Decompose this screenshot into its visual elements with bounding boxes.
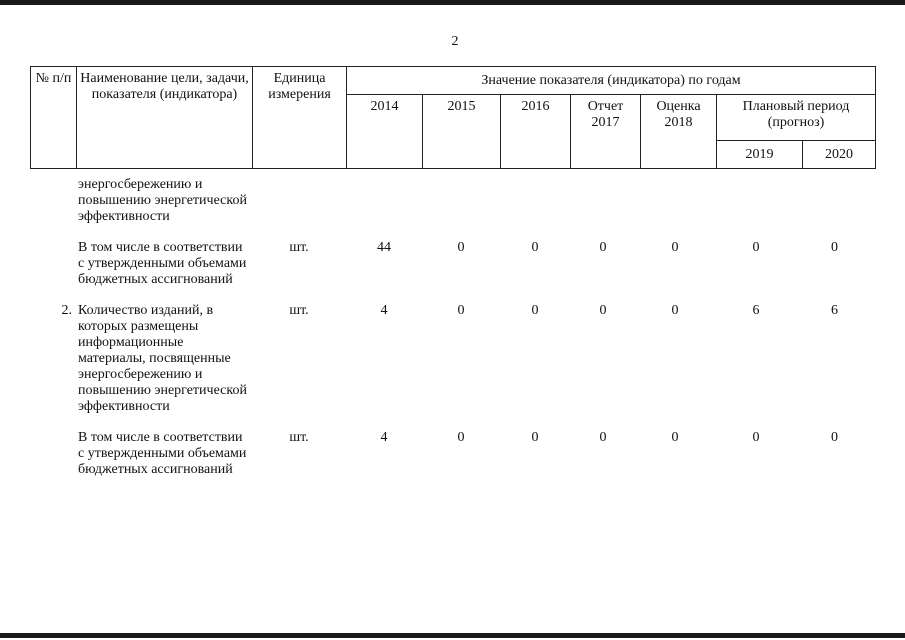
value-2018: 0	[671, 240, 679, 255]
value-2014: 4	[380, 303, 388, 318]
row-name: Количество изданий, в которых размещены информационные материалы, посвященные энергосбережению и повышению энергетической эффективности	[78, 303, 247, 414]
header-unit: Единица измерения	[253, 67, 347, 169]
table-body	[30, 177, 876, 493]
row-name: энергосбережению и повышению энергетической эффективности	[78, 177, 247, 224]
header-plan-period: Плановый период (прогноз)	[717, 95, 876, 141]
header-2020: 2020	[803, 141, 876, 169]
value-2017: 0	[599, 430, 607, 445]
value-2019	[714, 177, 798, 225]
table-header	[30, 66, 876, 169]
value-2016: 0	[531, 303, 539, 318]
header-values-group: Значение показателя (индикатора) по годам	[347, 67, 876, 95]
value-2017: 0	[599, 240, 607, 255]
value-2019: 0	[752, 430, 760, 445]
row-name: В том числе в соответствии с утвержденными объемами бюджетных ассигнований	[78, 430, 247, 477]
value-2015: 0	[457, 430, 465, 445]
value-2016: 0	[531, 240, 539, 255]
value-2018: 0	[671, 303, 679, 318]
value-2015	[422, 177, 500, 225]
value-2020	[798, 177, 871, 225]
row-unit: шт.	[289, 430, 309, 445]
page-number: 2	[451, 34, 459, 49]
value-2015: 0	[457, 303, 465, 318]
header-2015: 2015	[423, 95, 501, 169]
value-2018: 0	[671, 430, 679, 445]
value-2018	[636, 177, 714, 225]
table-row	[30, 240, 876, 288]
header-estimate-2018: Оценка 2018	[641, 95, 717, 169]
row-unit: шт.	[289, 303, 309, 318]
value-2014	[346, 177, 422, 225]
row-number: 2.	[61, 303, 72, 318]
row-unit	[252, 177, 346, 225]
value-2020: 0	[831, 430, 838, 445]
table-row	[30, 430, 876, 478]
value-2014: 44	[377, 240, 391, 255]
header-report-2017: Отчет 2017	[571, 95, 641, 169]
row-number	[30, 430, 76, 478]
value-2014: 4	[380, 430, 388, 445]
value-2016: 0	[531, 430, 539, 445]
value-2017	[570, 177, 636, 225]
row-name: В том числе в соответствии с утвержденными объемами бюджетных ассигнований	[78, 240, 247, 287]
value-2020: 6	[831, 303, 838, 318]
table-row	[30, 177, 876, 225]
value-2015: 0	[457, 240, 465, 255]
table-row	[30, 303, 876, 415]
row-number	[30, 177, 76, 225]
header-2014: 2014	[347, 95, 423, 169]
bottom-border	[0, 633, 905, 638]
row-unit: шт.	[289, 240, 309, 255]
value-2020: 0	[831, 240, 838, 255]
value-2017: 0	[599, 303, 607, 318]
header-num: № п/п	[31, 67, 77, 169]
header-2019: 2019	[717, 141, 803, 169]
value-2019: 0	[752, 240, 760, 255]
top-border	[0, 0, 905, 5]
value-2016	[500, 177, 570, 225]
header-2016: 2016	[501, 95, 571, 169]
header-name: Наименование цели, задачи, показателя (индикатора)	[77, 67, 253, 169]
value-2019: 6	[752, 303, 760, 318]
row-number	[30, 240, 76, 288]
